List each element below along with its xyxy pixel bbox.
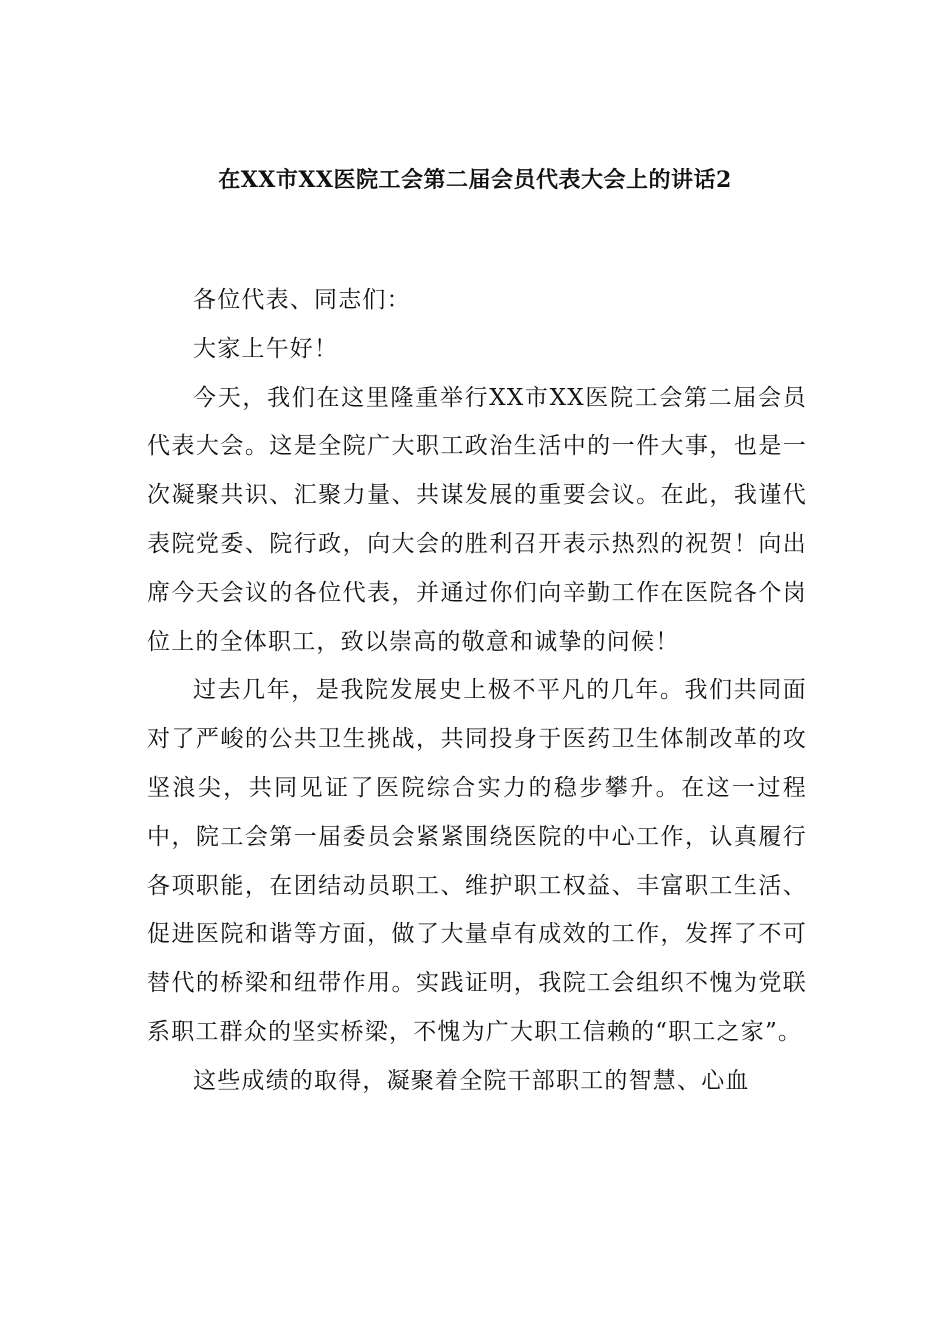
document-body xyxy=(147,276,807,1106)
salutation: 各位代表、同志们： xyxy=(193,287,411,313)
paragraph-review: 过去几年，是我院发展史上极不平凡的几年。我们共同面对了严峻的公共卫生挑战，共同投身于医药卫生体制改革的攻坚浪尖，共同见证了医院综合实力的稳步攀升。在这一过程中，院工会第一届委员会紧紧围绕医院的中心工作，认真履行各项职能，在团结动员职工、维护职工权益、丰富职工生活、促进医院和谐等方面，做了大量卓有成效的工作，发挥了不可替代的桥梁和纽带作用。实践证明，我院工会组织不愧为党联系职工群众的坚实桥梁，不愧为广大职工信赖的“职工之家”。 xyxy=(147,677,807,1045)
greeting: 大家上午好！ xyxy=(193,335,339,362)
document-title: 在XX市XX医院工会第二届会员代表大会上的讲话2 xyxy=(218,167,732,193)
paragraph-opening: 今天，我们在这里隆重举行XX市XX医院工会第二届会员代表大会。这是全院广大职工政治生活中的一件大事，也是一次凝聚共识、汇聚力量、共谋发展的重要会议。在此，我谨代表院党委、院行政，向大会的胜利召开表示热烈的祝贺！向出席今天会议的各位代表，并通过你们向辛勤工作在医院各个岗位上的全体职工，致以崇高的敬意和诚挚的问候！ xyxy=(147,384,807,655)
paragraph-achievements: 这些成绩的取得，凝聚着全院干部职工的智慧、心血 xyxy=(193,1067,750,1094)
